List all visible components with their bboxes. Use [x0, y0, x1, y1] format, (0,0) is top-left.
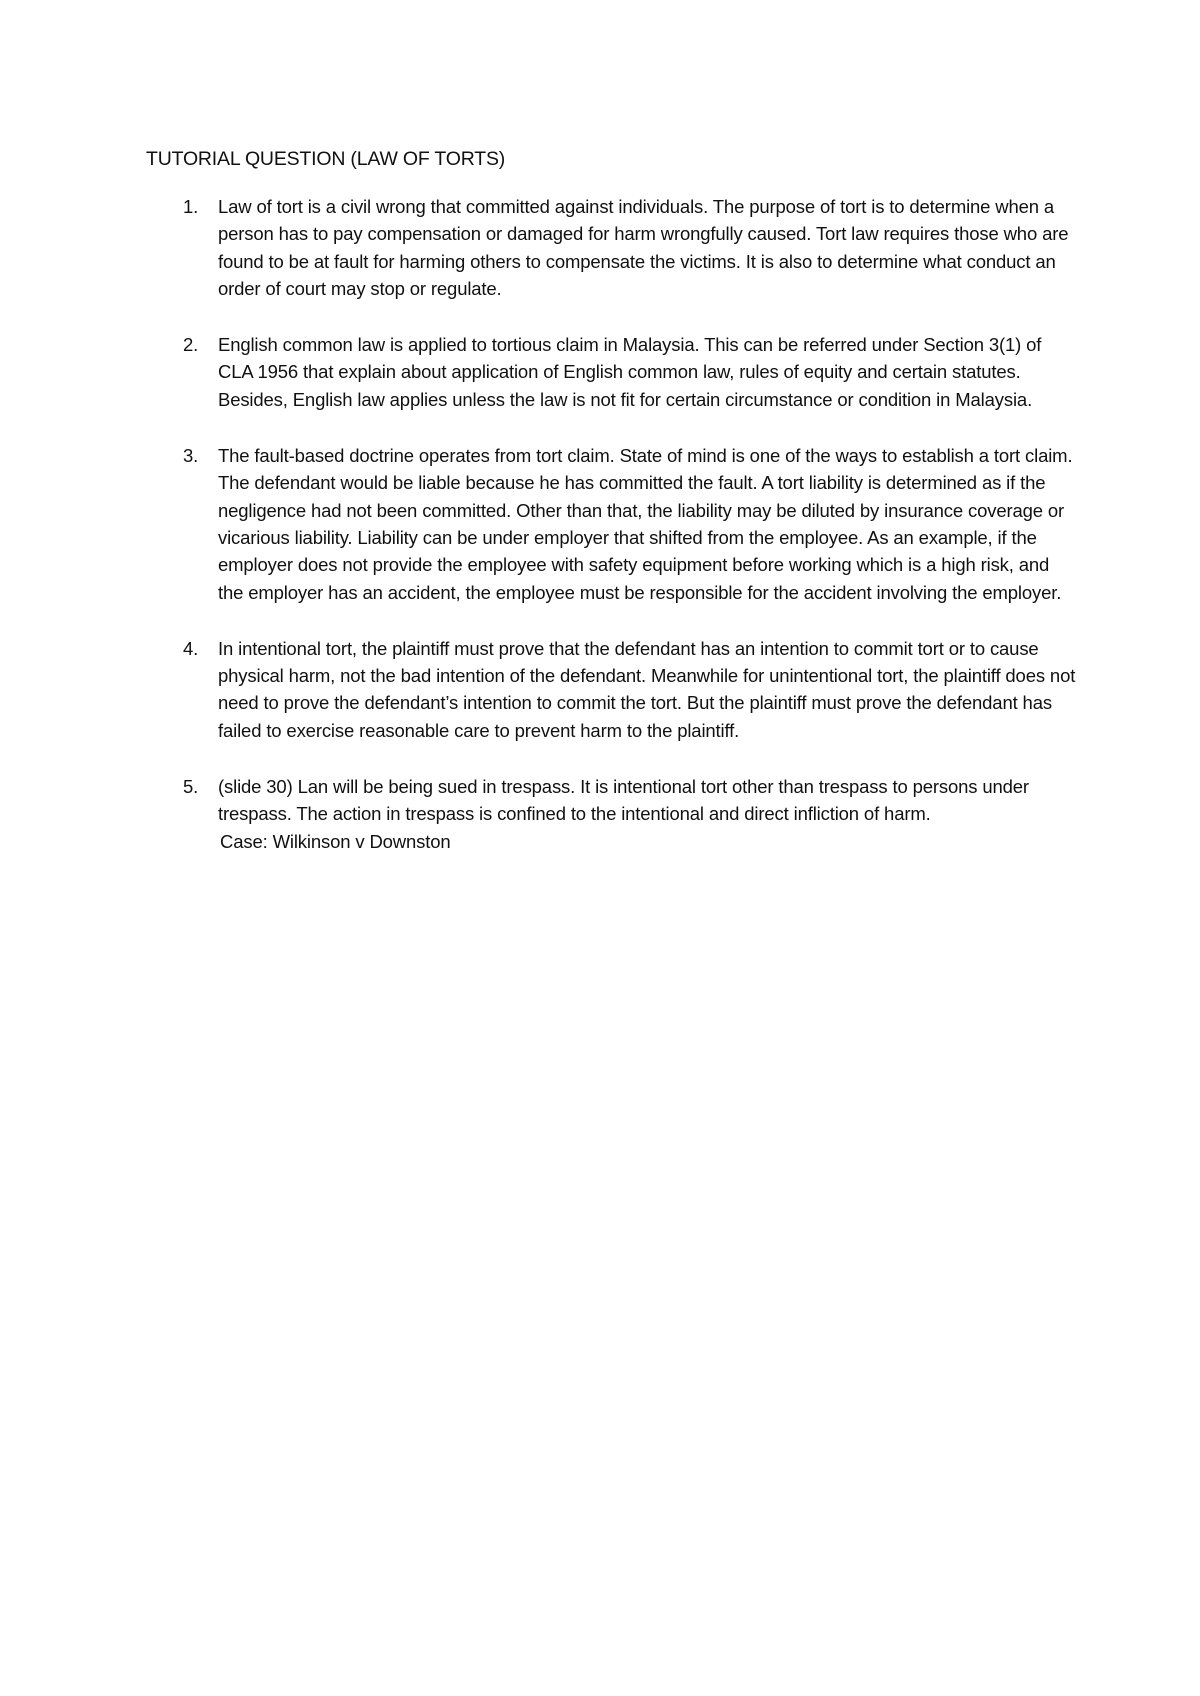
item-number: 3. — [183, 445, 199, 467]
answer-item-1 — [146, 193, 1076, 302]
item-text: English common law is applied to tortious claim in Malaysia. This can be referred under Section 3(1) of CLA 1956 that explain about application of English common law, rules of equity and certain statutes. Besides, English law applies unless the law is not fit for certain circumstance or condition in Malaysia. — [218, 334, 1042, 410]
answer-item-4 — [146, 635, 1076, 744]
item-number: 2. — [183, 334, 199, 356]
document-title: TUTORIAL QUESTION (LAW OF TORTS) — [146, 148, 506, 170]
case-citation: Case: Wilkinson v Downston — [220, 830, 451, 852]
answer-item-5 — [146, 773, 1076, 855]
item-text: (slide 30) Lan will be being sued in trespass. It is intentional tort other than trespass to persons under trespass. The action in trespass is confined to the intentional and direct infliction of harm. — [218, 776, 1029, 825]
item-text: The fault-based doctrine operates from tort claim. State of mind is one of the ways to establish a tort claim. The defendant would be liable because he has committed the fault. A tort liability is determined as if the negligence had not been committed. Other than that, the liability may be diluted by insurance coverage or vicarious liability. Liability can be under employer that shifted from the employee. As an example, if the employer does not provide the employee with safety equipment before working which is a high risk, and the employer has an accident, the employee must be responsible for the accident involving the employer. — [218, 445, 1073, 603]
item-text: In intentional tort, the plaintiff must prove that the defendant has an intention to commit tort or to cause physical harm, not the bad intention of the defendant. Meanwhile for unintentional tort, the plaintiff does not need to prove the defendant’s intention to commit the tort. But the plaintiff must prove the defendant has failed to exercise reasonable care to prevent harm to the plaintiff. — [218, 637, 1076, 741]
item-number: 5. — [183, 776, 199, 798]
item-number: 4. — [183, 637, 199, 659]
item-number: 1. — [183, 196, 199, 217]
answer-item-3 — [146, 442, 1076, 606]
item-text: Law of tort is a civil wrong that committed against individuals. The purpose of tort is to determine when a person has to pay compensation or damaged for harm wrongfully caused. Tort law requires those who are found to be at fault for harming others to compensate the victims. It is also to determine what conduct an order of court may stop or regulate. — [218, 196, 1069, 299]
answer-item-2 — [146, 331, 1076, 413]
answer-list — [146, 193, 1076, 884]
